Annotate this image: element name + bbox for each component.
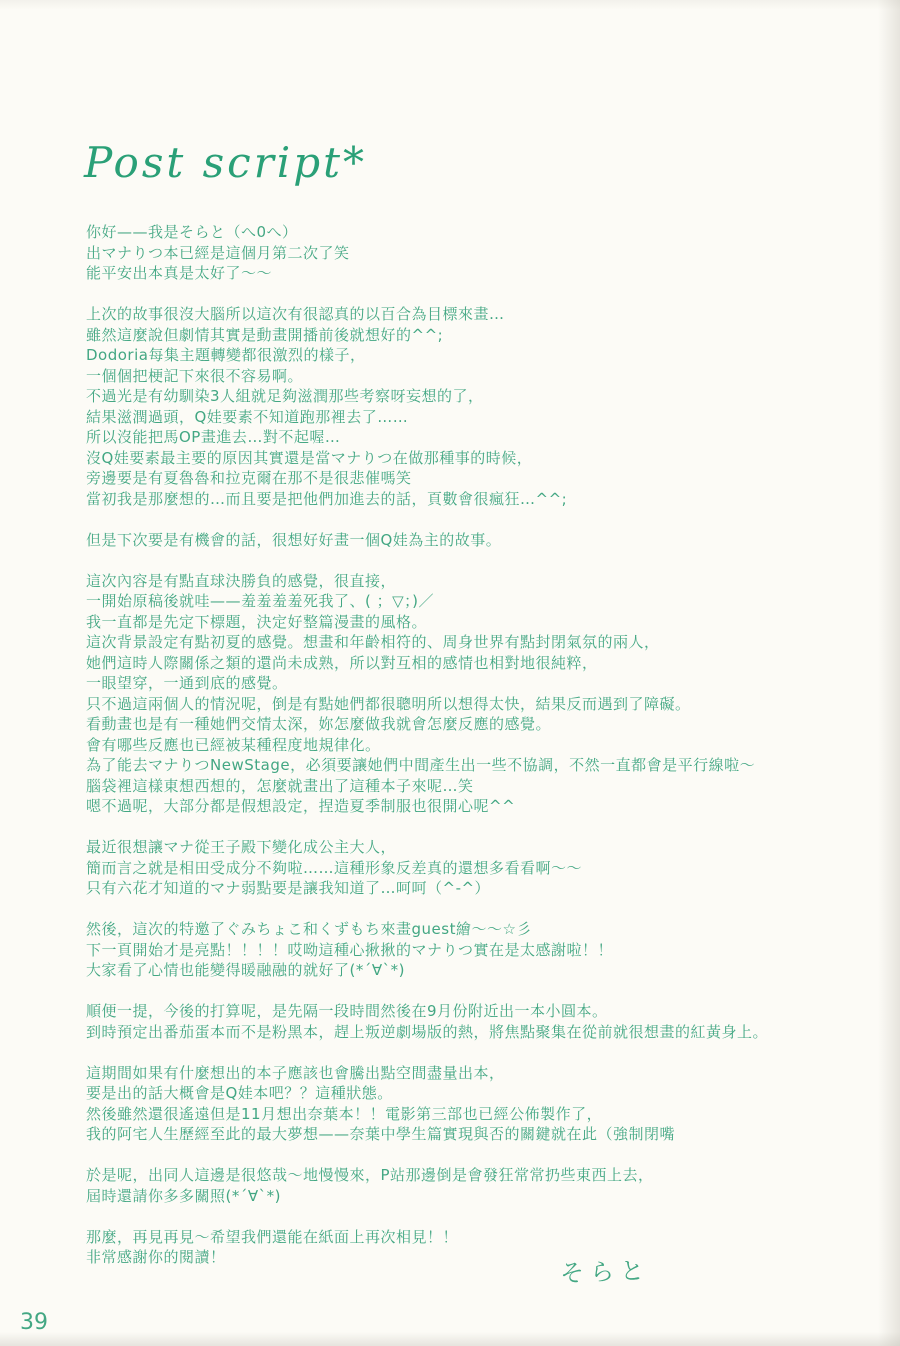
- text-line: 上次的故事很沒大腦所以這次有很認真的以百合為目標來畫…: [86, 305, 505, 323]
- text-line: 一眼望穿，一通到底的感覺。: [86, 674, 288, 692]
- text-line: 這期間如果有什麼想出的本子應該也會騰出點空間盡量出本，: [86, 1063, 505, 1082]
- text-line: 非常感謝你的閱讀！: [86, 1248, 226, 1266]
- text-line: 出マナりつ本已經是這個月第二次了笑: [86, 243, 350, 262]
- text-line: 不過光是有幼馴染3人組就足夠滋潤那些考察呀妄想的了，: [86, 387, 484, 405]
- paragraph: [86, 1063, 880, 1145]
- text-line: 我一直都是先定下標題，決定好整篇漫畫的風格。: [86, 612, 428, 631]
- text-line: 但是下次要是有機會的話，很想好好畫一個Q娃為主的故事。: [86, 530, 502, 549]
- text-line: 屆時還請你多多關照(*´∀`*): [86, 1186, 281, 1205]
- paragraph: [86, 1227, 880, 1268]
- text-line: 那麼，再見再見～希望我們還能在紙面上再次相見！！: [86, 1227, 459, 1246]
- paragraph: [86, 1001, 880, 1042]
- text-line: 這次背景設定有點初夏的感覺。想畫和年齡相符的、周身世界有點封閉氣氛的兩人，: [86, 633, 660, 651]
- text-line: 看動畫也是有一種她們交情太深，妳怎麼做我就會怎麼反應的感覺。: [86, 715, 552, 733]
- text-line: 一開始原稿後就哇——羞羞羞羞死我了、( ；▽；)／: [86, 592, 435, 610]
- text-line: 嗯不過呢，大部分都是假想設定，捏造夏季制服也很開心呢^^: [86, 797, 516, 815]
- text-line: 腦袋裡這樣東想西想的，怎麼就畫出了這種本子來呢…笑: [86, 776, 474, 795]
- text-line: 你好——我是そらと（へ0へ）: [86, 223, 298, 241]
- text-line: 到時預定出番茄蛋本而不是粉黑本，趕上叛逆劇場版的熱，將焦點聚集在從前就很想畫的紅黃身上。: [86, 1022, 769, 1041]
- text-line: 然後，這次的特邀了ぐみちょこ和くずもち來畫guest繪～～☆彡: [86, 920, 532, 938]
- paragraph: [86, 571, 880, 817]
- text-line: 順便一提，今後的打算呢，是先隔一段時間然後在9月份附近出一本小圓本。: [86, 1002, 608, 1020]
- text-line: 為了能去マナりつNewStage，必須要讓她們中間產生出一些不協調，不然一直都會是平行線啦～: [86, 756, 756, 774]
- text-line: 能平安出本真是太好了～～: [86, 264, 273, 282]
- text-line: 結果滋潤過頭，Q娃要素不知道跑那裡去了……: [86, 407, 409, 426]
- paragraph: [86, 919, 880, 981]
- text-line: 然後雖然還很遙遠但是11月想出奈葉本！！電影第三部也已經公佈製作了，: [86, 1104, 603, 1123]
- page-number: 39: [20, 1310, 48, 1335]
- text-line: 所以沒能把馬OP畫進去…對不起喔…: [86, 428, 341, 446]
- text-line: 她們這時人際關係之類的還尚未成熟，所以對互相的感情也相對地很純粹，: [86, 653, 598, 672]
- text-line: 雖然這麼說但劇情其實是動畫開播前後就想好的^^;: [86, 325, 444, 344]
- text-line: 旁邊要是有夏魯魯和拉克爾在那不是很悲催嗎笑: [86, 469, 412, 487]
- paragraph: [86, 222, 880, 284]
- text-line: 只不過這兩個人的情況呢，倒是有點她們都很聰明所以想得太快，結果反而遇到了障礙。: [86, 694, 691, 713]
- text-line: 簡而言之就是相田受成分不夠啦……這種形象反差真的還想多看看啊～～: [86, 858, 583, 877]
- paragraph: [86, 1165, 880, 1206]
- text-line: 只有六花才知道的マナ弱點要是讓我知道了…呵呵（^-^）: [86, 879, 491, 897]
- text-line: 最近很想讓マナ從王子殿下變化成公主大人，: [86, 838, 397, 856]
- text-line: 於是呢，出同人這邊是很悠哉～地慢慢來，P站那邊倒是會發狂常常扔些東西上去，: [86, 1166, 654, 1184]
- page-title: Post script*: [84, 138, 367, 187]
- text-line: 沒Q娃要素最主要的原因其實還是當マナりつ在做那種事的時候，: [86, 448, 533, 467]
- text-line: 下一頁開始才是亮點！！！！哎呦這種心揪揪的マナりつ實在是太感謝啦！！: [86, 940, 614, 959]
- text-line: 一個個把梗記下來很不容易啊。: [86, 366, 304, 385]
- text-line: Dodoria每集主題轉變都很激烈的樣子，: [86, 346, 366, 364]
- paragraph: [86, 530, 880, 551]
- text-line: 要是出的話大概會是Q娃本吧？？這種狀態。: [86, 1084, 393, 1102]
- text-line: 這次內容是有點直球決勝負的感覺，很直接，: [86, 571, 397, 590]
- paragraph: [86, 304, 880, 509]
- paragraph: [86, 837, 880, 899]
- author-signature: そらと: [559, 1256, 651, 1288]
- text-line: 當初我是那麼想的…而且要是把他們加進去的話，頁數會很瘋狂…^^;: [86, 489, 568, 508]
- postscript-text: [86, 222, 880, 1288]
- text-line: 大家看了心情也能變得暖融融的就好了(*´∀`*): [86, 961, 405, 979]
- text-line: 會有哪些反應也已經被某種程度地規律化。: [86, 735, 381, 754]
- text-line: 我的阿宅人生歷經至此的最大夢想——奈葉中學生篇實現與否的關鍵就在此（強制閉嘴: [86, 1125, 676, 1143]
